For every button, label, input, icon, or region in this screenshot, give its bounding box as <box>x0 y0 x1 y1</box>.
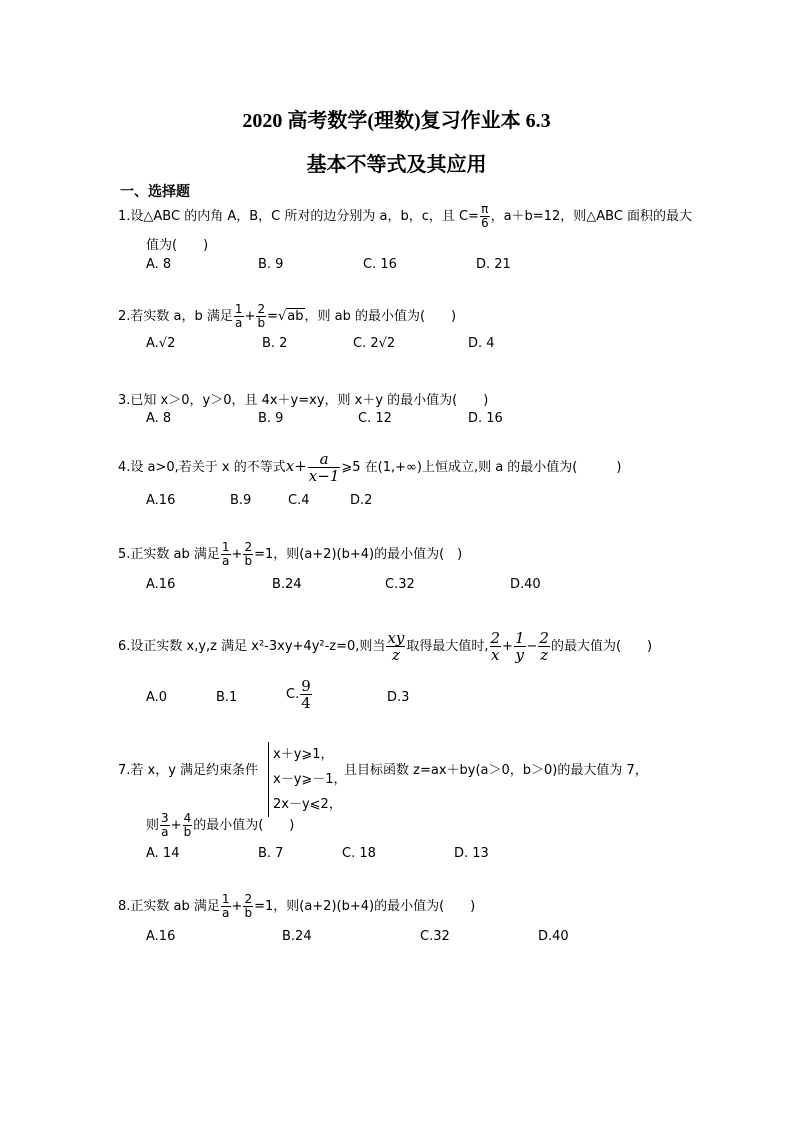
option-d: D.40 <box>510 577 541 592</box>
question-7-objective: 且目标函数 z=ax＋by(a＞0，b＞0)的最大值为 7， <box>344 763 648 778</box>
option-d: D. 21 <box>476 257 511 272</box>
option-c: C. 18 <box>342 846 376 861</box>
question-6: 6.设正实数 x,y,z 满足 x²-3xy+4y²-z=0,则当 $\frac{xy}{z}$ 取得最大值时, $\frac{2}{x}$ + $\frac{1}{y}$ − $\frac{2}{z}$ 的最大值为( ) <box>118 629 653 664</box>
option-c: C. 16 <box>363 257 397 272</box>
option-a: A.16 <box>146 493 176 508</box>
question-4: 4.设 a>0,若关于 x 的不等式x+ $\frac{a}{x-1}$ ⩾5 在(1,+∞)上恒成立,则 a 的最小值为( ) <box>118 450 622 485</box>
fraction: $\frac{\pi}{6}$ <box>480 202 489 230</box>
fraction: $\frac{2}{b}$ <box>244 892 253 920</box>
option-d: D.2 <box>350 493 373 508</box>
option-a: A.0 <box>146 690 168 705</box>
question-1: 1.设△ABC 的内角 A，B，C 所对的边分别为 a，b，c，且 C= $\frac{\pi}{6}$ ，a＋b=12，则△ABC 面积的最大 <box>118 202 693 230</box>
option-b: B. 9 <box>258 411 284 426</box>
option-a: A. 14 <box>146 846 180 861</box>
fraction: $\frac{xy}{z}$ <box>387 629 405 664</box>
fraction: $\frac{a}{x-1}$ <box>308 450 340 485</box>
fraction: $\frac{4}{b}$ <box>183 811 192 839</box>
fraction: $\frac{2}{x}$ <box>490 629 501 664</box>
option-b: B. 2 <box>262 336 288 351</box>
fraction: $\frac{2}{z}$ <box>539 629 549 664</box>
document-subtitle: 基本不等式及其应用 <box>306 154 487 176</box>
fraction: $\frac{2}{b}$ <box>244 540 253 568</box>
square-root: √ab <box>277 309 304 324</box>
question-3: 3.已知 x＞0，y＞0，且 4x＋y=xy，则 x＋y 的最小值为( ) <box>118 393 489 408</box>
question-7: 7.若 x，y 满足约束条件 <box>118 763 259 778</box>
option-b: B.1 <box>216 690 238 705</box>
question-1-line2: 值为( ) <box>146 238 209 253</box>
option-c: C.32 <box>420 929 450 944</box>
fraction: $\frac{1}{a}$ <box>221 892 230 920</box>
option-d: D. 16 <box>468 411 503 426</box>
section-heading: 一、选择题 <box>120 184 190 200</box>
option-d: D. 13 <box>454 846 489 861</box>
option-a: A.√2 <box>146 336 176 351</box>
option-b: B.24 <box>272 577 302 592</box>
option-c: C.4 <box>288 493 310 508</box>
option-c: C. $\frac{9}{4}$ <box>286 677 311 712</box>
option-b: B.9 <box>230 493 252 508</box>
question-7-line2: 则 $\frac{3}{a}$ + $\frac{4}{b}$ 的最小值为( ) <box>146 811 295 839</box>
fraction: $\frac{1}{a}$ <box>234 302 243 330</box>
option-a: A. 8 <box>146 411 172 426</box>
constraint-system: x＋y⩾1， x－y⩾－1， 2x－y⩽2， <box>268 742 347 817</box>
option-d: D. 4 <box>468 336 495 351</box>
option-b: B. 7 <box>258 846 284 861</box>
option-d: D.40 <box>538 929 569 944</box>
fraction: $\frac{3}{a}$ <box>161 811 169 839</box>
fraction: $\frac{2}{b}$ <box>257 302 266 330</box>
question-8: 8.正实数 ab 满足 $\frac{1}{a}$ + $\frac{2}{b}$ =1，则(a+2)(b+4)的最小值为( ) <box>118 892 476 920</box>
question-5: 5.正实数 ab 满足 $\frac{1}{a}$ + $\frac{2}{b}$ =1，则(a+2)(b+4)的最小值为( ) <box>118 540 463 568</box>
option-c: C. 12 <box>358 411 392 426</box>
fraction: $\frac{1}{a}$ <box>221 540 230 568</box>
question-2: 2.若实数 a，b 满足 $\frac{1}{a}$ + $\frac{2}{b}$ =√ab，则 ab 的最小值为( ) <box>118 302 457 330</box>
document-title: 2020 高考数学(理数)复习作业本 6.3 <box>242 110 551 132</box>
fraction: $\frac{1}{y}$ <box>514 629 525 664</box>
option-b: B.24 <box>282 929 312 944</box>
option-b: B. 9 <box>258 257 284 272</box>
option-c: C. 2√2 <box>353 336 396 351</box>
option-a: A. 8 <box>146 257 172 272</box>
option-c: C.32 <box>385 577 415 592</box>
option-a: A.16 <box>146 929 176 944</box>
option-d: D.3 <box>387 690 410 705</box>
option-a: A.16 <box>146 577 176 592</box>
